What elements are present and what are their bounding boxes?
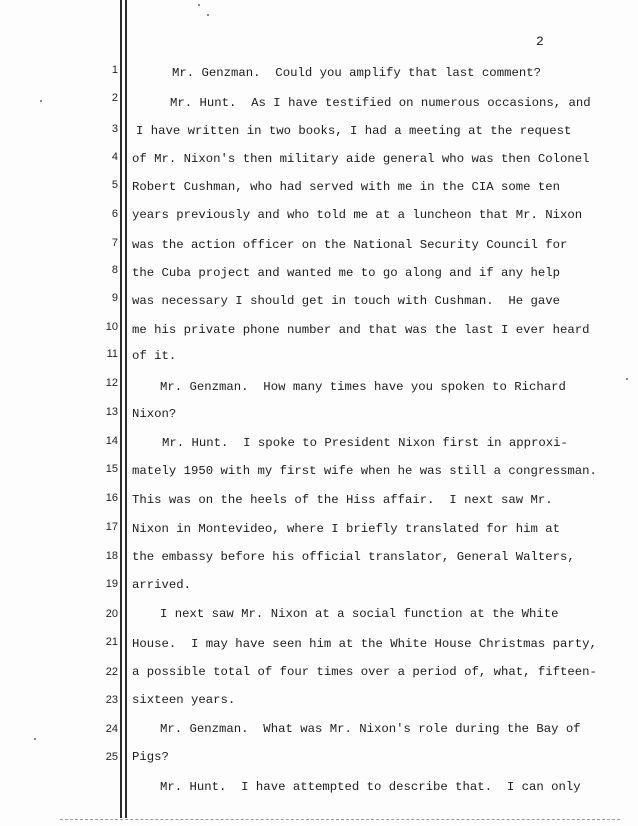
scan-speck <box>626 378 628 380</box>
line-number: 10 <box>105 321 118 333</box>
line-number: 5 <box>111 179 118 191</box>
line-number: 6 <box>111 208 118 220</box>
page-number: 2 <box>536 34 544 49</box>
transcript-line: mately 1950 with my first wife when he was still a congressman. <box>132 464 597 478</box>
scan-speck <box>34 738 36 740</box>
line-number: 9 <box>111 292 118 304</box>
transcript-line: the embassy before his official translator, General Walters, <box>132 550 575 564</box>
line-number: 22 <box>105 666 118 678</box>
line-number: 18 <box>105 550 118 562</box>
transcript-line: a possible total of four times over a period of, what, fifteen- <box>132 665 597 679</box>
transcript-line: sixteen years. <box>132 693 236 707</box>
line-number: 25 <box>105 751 118 763</box>
transcript-line: Nixon in Montevideo, where I briefly translated for him at <box>132 522 561 536</box>
transcript-line: Mr. Hunt. As I have testified on numerous occasions, and <box>170 96 591 110</box>
transcript-line: of Mr. Nixon's then military aide general who was then Colonel <box>132 152 590 166</box>
scan-speck <box>198 4 200 6</box>
line-number: 21 <box>105 636 118 648</box>
line-number: 20 <box>105 608 118 620</box>
transcript-line: Pigs? <box>132 750 169 764</box>
transcript-line: Mr. Hunt. I have attempted to describe that. I can only <box>160 780 581 794</box>
line-number: 7 <box>111 237 118 249</box>
line-number: 14 <box>105 435 118 447</box>
line-number: 19 <box>105 578 118 590</box>
line-number: 17 <box>105 521 118 533</box>
transcript-line: Mr. Genzman. Could you amplify that last comment? <box>172 66 541 80</box>
transcript-line: I next saw Mr. Nixon at a social function at the White <box>160 607 559 621</box>
line-number: 8 <box>111 264 118 276</box>
line-number: 3 <box>111 123 118 135</box>
page-bottom-edge <box>60 819 620 821</box>
scan-speck <box>207 14 209 16</box>
transcript-line: Mr. Genzman. How many times have you spoken to Richard <box>160 380 566 394</box>
transcript-line: I have written in two books, I had a meeting at the request <box>136 124 572 138</box>
transcript-line: arrived. <box>132 578 192 592</box>
transcript-line: years previously and who told me at a luncheon that Mr. Nixon <box>132 208 583 222</box>
transcript-line: was necessary I should get in touch with Cushman. He gave <box>132 294 561 308</box>
line-number: 11 <box>106 348 118 360</box>
left-margin-rule <box>125 0 127 818</box>
line-number: 16 <box>105 492 118 504</box>
transcript-line: Mr. Hunt. I spoke to President Nixon first in approxi- <box>162 436 568 450</box>
line-number: 15 <box>105 463 118 475</box>
transcript-line: Nixon? <box>132 407 177 421</box>
scan-speck <box>40 100 42 102</box>
transcript-line: me his private phone number and that was the last I ever heard <box>132 323 590 337</box>
line-number: 24 <box>105 723 118 735</box>
transcript-line: of it. <box>132 349 177 363</box>
transcript-line: Robert Cushman, who had served with me in the CIA some ten <box>132 180 561 194</box>
line-number: 4 <box>111 151 118 163</box>
transcript-line: the Cuba project and wanted me to go along and if any help <box>132 266 561 280</box>
transcript-line: This was on the heels of the Hiss affair. I next saw Mr. <box>132 493 553 507</box>
transcript-line: Mr. Genzman. What was Mr. Nixon's role during the Bay of <box>160 722 581 736</box>
line-number: 13 <box>105 406 118 418</box>
line-number: 23 <box>105 694 118 706</box>
line-number: 1 <box>111 64 118 76</box>
line-number: 12 <box>105 377 118 389</box>
transcript-line: House. I may have seen him at the White House Christmas party, <box>132 637 597 651</box>
transcript-line: was the action officer on the National Security Council for <box>132 238 568 252</box>
line-number: 2 <box>111 92 118 104</box>
left-margin-rule <box>120 0 122 818</box>
